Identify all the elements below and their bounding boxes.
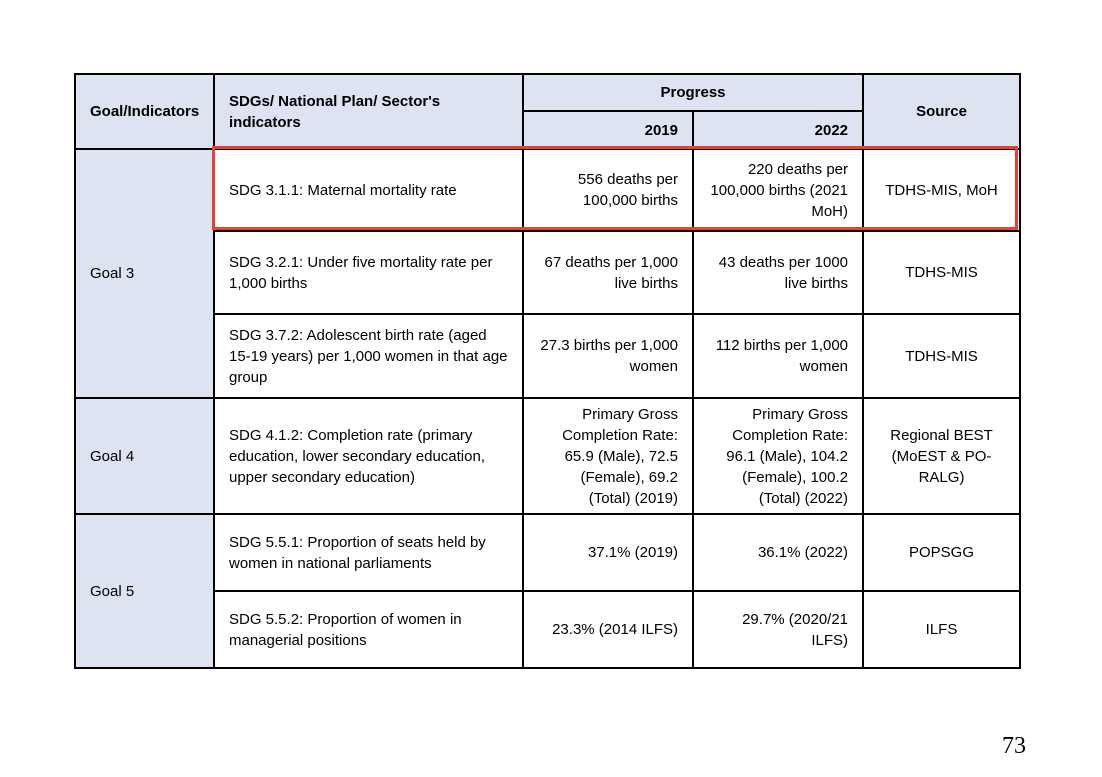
table-row [75, 398, 1020, 514]
value-2019-cell: 37.1% (2019) [523, 514, 693, 591]
table-row [75, 591, 1020, 668]
value-2022-cell: 29.7% (2020/21 ILFS) [693, 591, 863, 668]
source-cell: POPSGG [863, 514, 1020, 591]
value-2019-cell: 23.3% (2014 ILFS) [523, 591, 693, 668]
header-goal-indicators: Goal/Indicators [75, 74, 214, 149]
source-cell: Regional BEST (MoEST & PO-RALG) [863, 398, 1020, 514]
goal-3-cell: Goal 3 [75, 149, 214, 398]
value-2022-cell: 220 deaths per 100,000 births (2021 MoH) [693, 149, 863, 231]
source-cell: TDHS-MIS [863, 314, 1020, 398]
value-2022-cell: 112 births per 1,000 women [693, 314, 863, 398]
source-cell: ILFS [863, 591, 1020, 668]
source-cell: TDHS-MIS [863, 231, 1020, 314]
header-progress: Progress [523, 74, 863, 111]
table-row [75, 514, 1020, 591]
value-2019-cell: Primary Gross Completion Rate: 65.9 (Male), 72.5 (Female), 69.2 (Total) (2019) [523, 398, 693, 514]
source-cell: TDHS-MIS, MoH [863, 149, 1020, 231]
table-row [75, 231, 1020, 314]
value-2022-cell: 43 deaths per 1000 live births [693, 231, 863, 314]
table-row [75, 149, 1020, 231]
value-2019-cell: 556 deaths per 100,000 births [523, 149, 693, 231]
indicator-cell: SDG 3.2.1: Under five mortality rate per 1,000 births [214, 231, 523, 314]
header-source: Source [863, 74, 1020, 149]
indicator-cell: SDG 5.5.1: Proportion of seats held by women in national parliaments [214, 514, 523, 591]
indicator-cell: SDG 5.5.2: Proportion of women in managerial positions [214, 591, 523, 668]
sdg-progress-table [74, 73, 1021, 669]
header-year-2022: 2022 [693, 111, 863, 149]
page-number: 73 [1002, 733, 1026, 759]
header-sdg-indicators: SDGs/ National Plan/ Sector's indicators [214, 74, 523, 149]
value-2022-cell: 36.1% (2022) [693, 514, 863, 591]
value-2019-cell: 67 deaths per 1,000 live births [523, 231, 693, 314]
indicator-cell: SDG 4.1.2: Completion rate (primary education, lower secondary education, upper secondary education) [214, 398, 523, 514]
goal-4-cell: Goal 4 [75, 398, 214, 514]
value-2019-cell: 27.3 births per 1,000 women [523, 314, 693, 398]
goal-5-cell: Goal 5 [75, 514, 214, 668]
value-2022-cell: Primary Gross Completion Rate: 96.1 (Male), 104.2 (Female), 100.2 (Total) (2022) [693, 398, 863, 514]
indicator-cell: SDG 3.1.1: Maternal mortality rate [214, 149, 523, 231]
indicator-cell: SDG 3.7.2: Adolescent birth rate (aged 15-19 years) per 1,000 women in that age group [214, 314, 523, 398]
header-year-2019: 2019 [523, 111, 693, 149]
table-row [75, 314, 1020, 398]
